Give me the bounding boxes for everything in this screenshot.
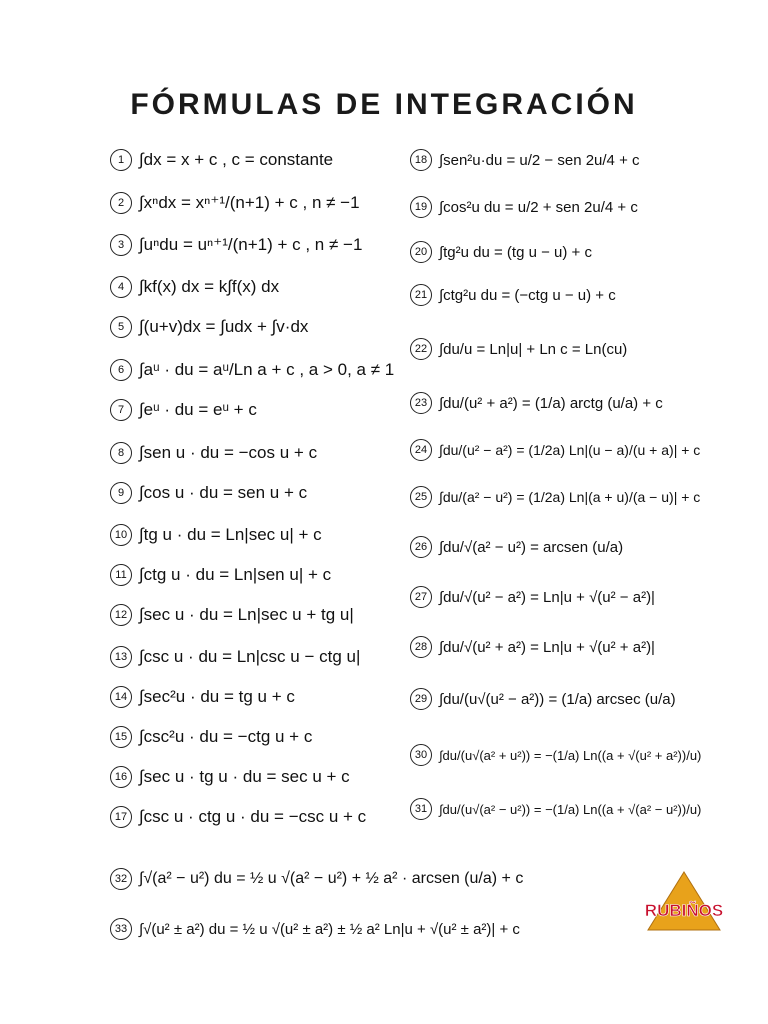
formula-7: [110, 393, 257, 427]
formula-number: 15: [110, 726, 132, 748]
formula-number: 10: [110, 524, 132, 546]
formula-30: [410, 738, 701, 772]
formula-expression: ∫sen u · du = −cos u + c: [139, 443, 318, 462]
formula-number: 26: [410, 536, 432, 558]
formula-19: [410, 190, 638, 224]
formula-number: 6: [110, 359, 132, 381]
formula-number: 30: [410, 744, 432, 766]
formula-23: [410, 386, 663, 420]
formula-16: [110, 760, 350, 794]
formula-number: 14: [110, 686, 132, 708]
formula-number: 18: [410, 149, 432, 171]
formula-number: 25: [410, 486, 432, 508]
formula-number: 4: [110, 276, 132, 298]
formula-expression: ∫uⁿdu = uⁿ⁺¹/(n+1) + c , n ≠ −1: [139, 235, 363, 254]
formula-number: 19: [410, 196, 432, 218]
formula-26: [410, 530, 623, 564]
formula-1: [110, 143, 333, 177]
formula-expression: ∫tg²u du = (tg u − u) + c: [439, 243, 592, 261]
formula-expression: ∫du/(u√(a² − u²)) = −(1/a) Ln((a + √(a² − u²))/u): [439, 801, 702, 817]
formula-20: [410, 235, 592, 269]
formula-expression: ∫du/(u√(u² − a²)) = (1/a) arcsec (u/a): [439, 690, 676, 708]
formula-number: 2: [110, 192, 132, 214]
formula-2: [110, 186, 360, 220]
formula-expression: ∫csc²u · du = −ctg u + c: [139, 727, 313, 746]
formula-10: [110, 518, 322, 552]
formula-32: [110, 862, 523, 896]
rubinos-logo: [644, 870, 724, 940]
formula-number: 3: [110, 234, 132, 256]
formula-expression: ∫eᵘ · du = eᵘ + c: [139, 400, 257, 419]
formula-3: [110, 228, 362, 262]
page-title: FÓRMULAS DE INTEGRACIÓN: [130, 88, 638, 121]
formula-number: 32: [110, 868, 132, 890]
formula-expression: ∫sec u · du = Ln|sec u + tg u|: [139, 605, 354, 624]
formula-29: [410, 682, 676, 716]
formula-24: [410, 433, 700, 467]
formula-expression: ∫du/(u√(a² + u²)) = −(1/a) Ln((a + √(u² + a²))/u): [439, 747, 702, 763]
formula-number: 5: [110, 316, 132, 338]
formula-expression: ∫sen²u·du = u/2 − sen 2u/4 + c: [439, 151, 640, 169]
formula-22: [410, 332, 627, 366]
formula-number: 28: [410, 636, 432, 658]
formula-expression: ∫tg u · du = Ln|sec u| + c: [139, 525, 322, 544]
formula-number: 20: [410, 241, 432, 263]
formula-expression: ∫du/√(u² − a²) = Ln|u + √(u² − a²)|: [439, 588, 655, 606]
formula-expression: ∫du/u = Ln|u| + Ln c = Ln(cu): [439, 340, 628, 358]
formula-8: [110, 436, 317, 470]
formula-14: [110, 680, 295, 714]
formula-expression: ∫csc u · ctg u · du = −csc u + c: [139, 807, 367, 826]
formula-28: [410, 630, 655, 664]
formula-number: 13: [110, 646, 132, 668]
formula-11: [110, 558, 331, 592]
formula-expression: ∫(u+v)dx = ∫udx + ∫v·dx: [139, 317, 309, 336]
formula-expression: ∫kf(x) dx = k∫f(x) dx: [139, 277, 280, 296]
formula-expression: ∫√(a² − u²) du = ½ u √(a² − u²) + ½ a² · arcsen (u/a) + c: [139, 870, 524, 887]
logo-text: RUBIÑOS: [644, 901, 724, 920]
formula-6: [110, 353, 394, 387]
formula-number: 22: [410, 338, 432, 360]
formula-expression: ∫du/√(a² − u²) = arcsen (u/a): [439, 538, 624, 556]
formula-expression: ∫sec u · tg u · du = sec u + c: [139, 767, 350, 786]
formula-expression: ∫ctg²u du = (−ctg u − u) + c: [439, 286, 616, 304]
formula-expression: ∫du/(a² − u²) = (1/2a) Ln|(a + u)/(a − u)| + c: [439, 489, 701, 505]
formula-number: 23: [410, 392, 432, 414]
formula-number: 12: [110, 604, 132, 626]
formula-expression: ∫csc u · du = Ln|csc u − ctg u|: [139, 647, 361, 666]
formula-number: 33: [110, 918, 132, 940]
formula-12: [110, 598, 354, 632]
formula-17: [110, 800, 366, 834]
formula-number: 9: [110, 482, 132, 504]
formula-number: 21: [410, 284, 432, 306]
formula-expression: ∫cos u · du = sen u + c: [139, 483, 308, 502]
formula-31: [410, 792, 701, 826]
formula-expression: ∫du/(u² − a²) = (1/2a) Ln|(u − a)/(u + a)| + c: [439, 442, 701, 458]
formula-18: [410, 143, 640, 177]
formula-number: 31: [410, 798, 432, 820]
formula-27: [410, 580, 655, 614]
formula-number: 17: [110, 806, 132, 828]
formula-number: 1: [110, 149, 132, 171]
formula-expression: ∫sec²u · du = tg u + c: [139, 687, 295, 706]
formula-number: 16: [110, 766, 132, 788]
formula-number: 24: [410, 439, 432, 461]
formula-expression: ∫cos²u du = u/2 + sen 2u/4 + c: [439, 198, 638, 216]
formula-15: [110, 720, 312, 754]
formula-number: 11: [110, 564, 132, 586]
formula-4: [110, 270, 279, 304]
formula-expression: ∫du/√(u² + a²) = Ln|u + √(u² + a²)|: [439, 638, 655, 656]
formula-9: [110, 476, 307, 510]
formula-5: [110, 310, 308, 344]
formula-expression: ∫xⁿdx = xⁿ⁺¹/(n+1) + c , n ≠ −1: [139, 193, 360, 212]
formula-expression: ∫ctg u · du = Ln|sen u| + c: [139, 565, 332, 584]
formula-number: 8: [110, 442, 132, 464]
formula-33: [110, 912, 520, 946]
formula-number: 27: [410, 586, 432, 608]
formula-expression: ∫du/(u² + a²) = (1/a) arctg (u/a) + c: [439, 394, 663, 412]
formula-25: [410, 480, 700, 514]
formula-expression: ∫aᵘ · du = aᵘ/Ln a + c , a > 0, a ≠ 1: [139, 360, 395, 379]
formula-expression: ∫dx = x + c , c = constante: [139, 150, 334, 169]
formula-expression: ∫√(u² ± a²) du = ½ u √(u² ± a²) ± ½ a² Ln|u + √(u² ± a²)| + c: [139, 920, 520, 938]
formula-13: [110, 640, 360, 674]
formula-number: 29: [410, 688, 432, 710]
formula-number: 7: [110, 399, 132, 421]
formula-21: [410, 278, 616, 312]
